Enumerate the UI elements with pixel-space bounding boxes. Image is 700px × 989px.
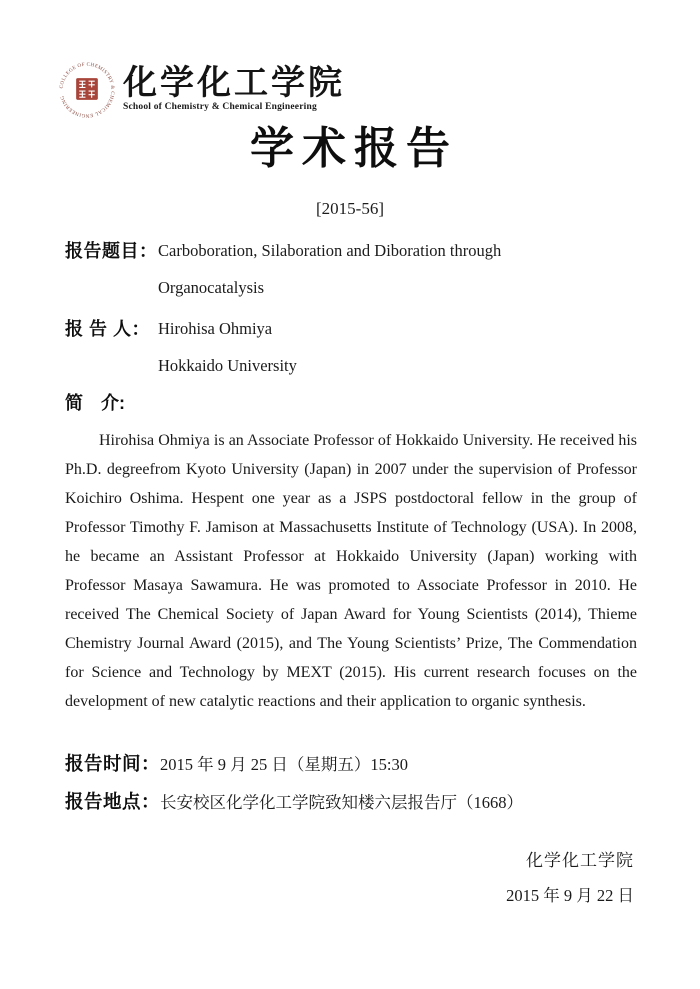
field-report-title: [65, 239, 637, 306]
time-row: [65, 751, 408, 776]
bio-paragraph: Hirohisa Ohmiya is an Associate Professor of Hokkaido University. He received his Ph.D. degreefrom Kyoto University (Japan) in 2007 under the supervision of Professor Koichiro Oshima. Hespent one year as a JSPS postdoctoral fellow in the group of Professor Timothy F. Jamison at Massachusetts Institute of Technology (USA). In 2008, he became an Assistant Professor at Hokkaido University (Japan) working with Professor Masaya Sawamura. He was promoted to Associate Professor in 2010. He received The Chemical Society of Japan Award for Young Scientists (2014), Thieme Chemistry Journal Award (2015), and The Young Scientists’ Prize, The Commendation for Science and Technology by MEXT (2015). His current research focuses on the development of new catalytic reactions and their application to organic synthesis.: [65, 432, 637, 710]
college-logo: [56, 59, 345, 121]
intro-heading: 简 介:: [65, 393, 125, 413]
footer-signature: 化学化工学院: [526, 851, 634, 870]
field-speaker: [65, 317, 637, 384]
issue-number: [2015-56]: [316, 199, 384, 218]
speaker-name: Hirohisa Ohmiya: [158, 319, 273, 338]
footer-date: 2015 年 9 月 22 日: [506, 886, 634, 905]
venue-row: [65, 789, 523, 814]
time-value: 2015 年 9 月 25 日（星期五）15:30: [160, 755, 408, 774]
logo-text-block: [123, 59, 345, 113]
speaker-affiliation: Hokkaido University: [158, 356, 297, 375]
report-title-line1: Carboboration, Silaboration and Diboration through: [158, 241, 502, 260]
org-name-cn: 化学化工学院: [123, 64, 345, 102]
speaker-label: 报 告 人：: [65, 319, 151, 339]
college-seal-icon: [56, 59, 118, 121]
venue-value: 长安校区化学化工学院致知楼六层报告厅（1668）: [160, 793, 524, 812]
report-title-value: [158, 232, 620, 306]
page-title: 学术报告: [250, 124, 458, 173]
report-title-label: 报告题目：: [65, 241, 158, 261]
venue-label: 报告地点：: [65, 791, 161, 812]
speaker-value: [158, 310, 620, 384]
time-label: 报告时间：: [65, 753, 161, 774]
org-name-en: School of Chemistry & Chemical Engineering: [123, 102, 317, 112]
report-title-line2: Organocatalysis: [158, 278, 265, 297]
seal-ring-text: COLLEGE OF CHEMISTRY & CHEMICAL ENGINEERING: [58, 61, 116, 119]
